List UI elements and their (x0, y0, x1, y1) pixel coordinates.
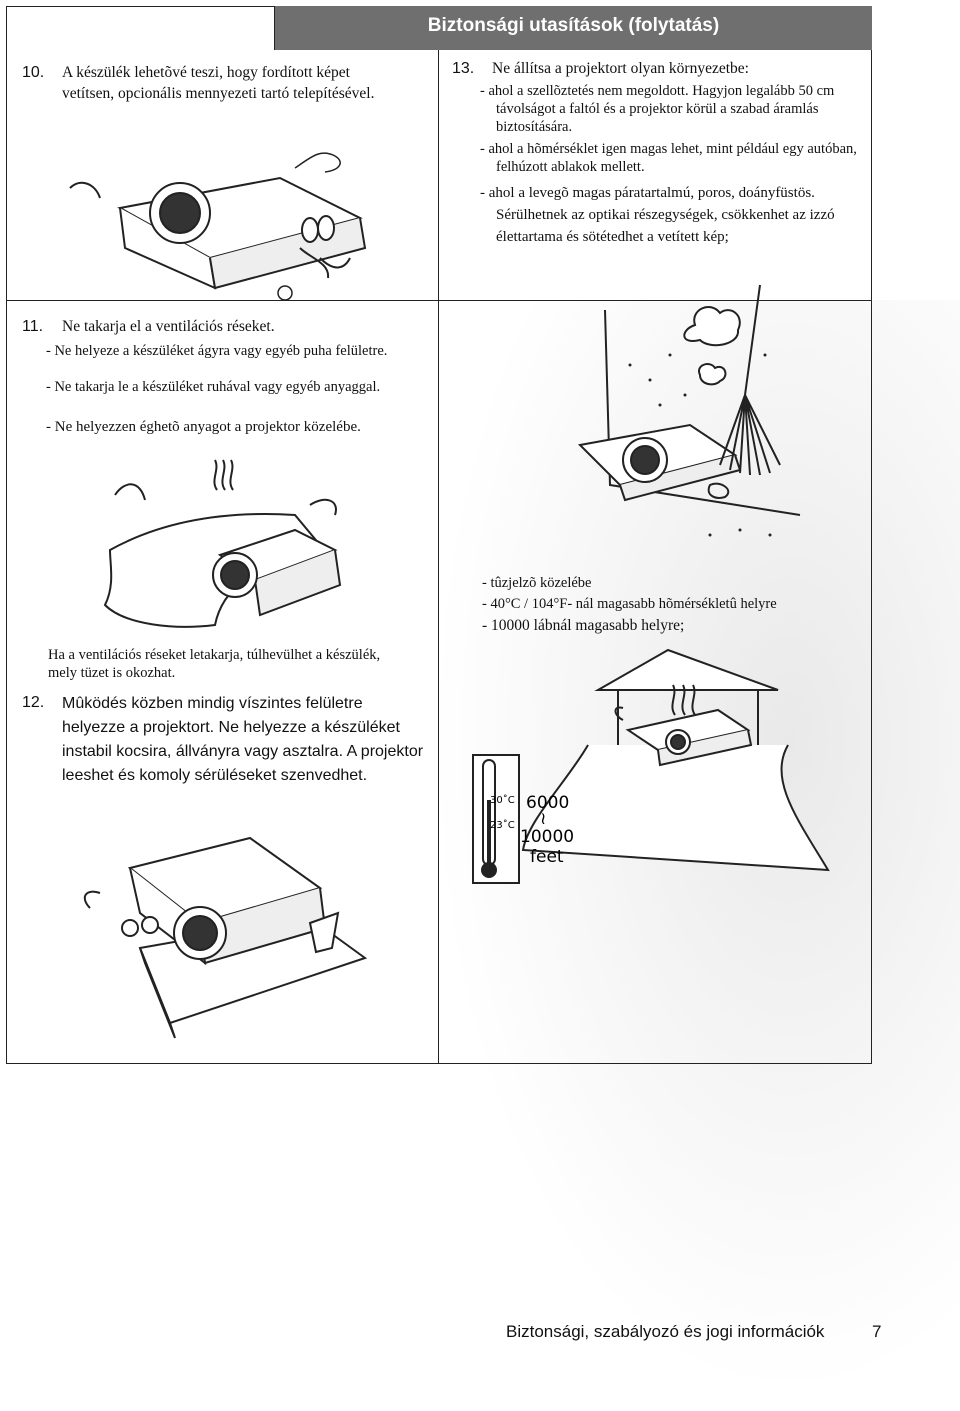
therm-high-label: 30˚C (490, 795, 515, 806)
altitude-top: 6000 (526, 793, 570, 813)
item11-bullet-1: - Ne helyeze a készüléket ágyra vagy egyéb puha felületre. (46, 343, 388, 359)
item11-warning: Ha a ventilációs réseket letakarja, túlhevülhet a készülék, mely tüzet is okozhat. (48, 647, 381, 681)
header-bar (274, 6, 872, 50)
item12-text: Mûködés közben mindig víszintes felületre helyezze a projektort. Ne helyezze a készüléket instabil kocsira, állványra vagy asztalra. A projektor leeshet és komoly sérüléseket szenvedhet. (62, 695, 424, 784)
environment-illustration (468, 650, 868, 890)
header-title: Biztonsági utasítások (folytatás) (427, 15, 720, 36)
item13-bullet2-3: - 10000 lábnál magasabb helyre; (482, 617, 685, 634)
item13-bullet-3: - ahol a levegõ magas páratartalmú, poros, doányfüstös. Sérülhetnek az optikai részegységek, csökkenhet az izzó élettartama és sötétedhet a vetített kép; (480, 185, 835, 245)
item13-bullet-1: - ahol a szellõztetés nem megoldott. Hagyjon legalább 50 cm távolságot a faltól és a projektor körül a szabad áramlás biztosítására. (480, 83, 835, 135)
item13-title: Ne állítsa a projektort olyan környezetbe: (492, 60, 749, 77)
item13-bullet2-2: - 40°C / 104°F- nál magasabb hõmérsékletû helyre (482, 596, 777, 612)
item11-title: Ne takarja el a ventilációs réseket. (62, 318, 275, 335)
item11-bullet-2: - Ne takarja le a készüléket ruhával vagy egyéb anyaggal. (46, 379, 381, 395)
ceiling-projector-illustration (70, 148, 410, 328)
altitude-tilde: ≀ (540, 809, 547, 829)
footer-section: Biztonsági, szabályozó és jogi információk (506, 1322, 825, 1341)
item11-number: 11. (22, 318, 44, 335)
item10-number: 10. (22, 64, 45, 81)
tilted-projector-illustration (80, 828, 380, 1038)
item13-bullets-2 (482, 573, 872, 636)
item11-bullet-3: - Ne helyezzen éghetõ anyagot a projektor közelébe. (46, 419, 361, 435)
page-number: 7 (872, 1322, 882, 1341)
item13-bullet2-1: - tûzjelzõ közelébe (482, 575, 592, 591)
item13-number: 13. (452, 60, 475, 77)
column-divider (438, 50, 439, 1064)
covered-projector-illustration (95, 455, 355, 635)
dusty-corner-illustration (560, 285, 880, 545)
item12-number: 12. (22, 694, 45, 711)
item13-bullet-2: - ahol a hõmérséklet igen magas lehet, mint például egy autóban, felhúzott ablakok mellett. (480, 141, 857, 175)
item10-text: A készülék lehetõvé teszi, hogy fordított képet vetítsen, opcionális mennyezeti tartó telepítésével. (62, 64, 375, 102)
altitude-unit: feet (530, 847, 564, 867)
altitude-bottom: 10000 (520, 827, 575, 847)
therm-low-label: 23˚C (490, 820, 515, 831)
